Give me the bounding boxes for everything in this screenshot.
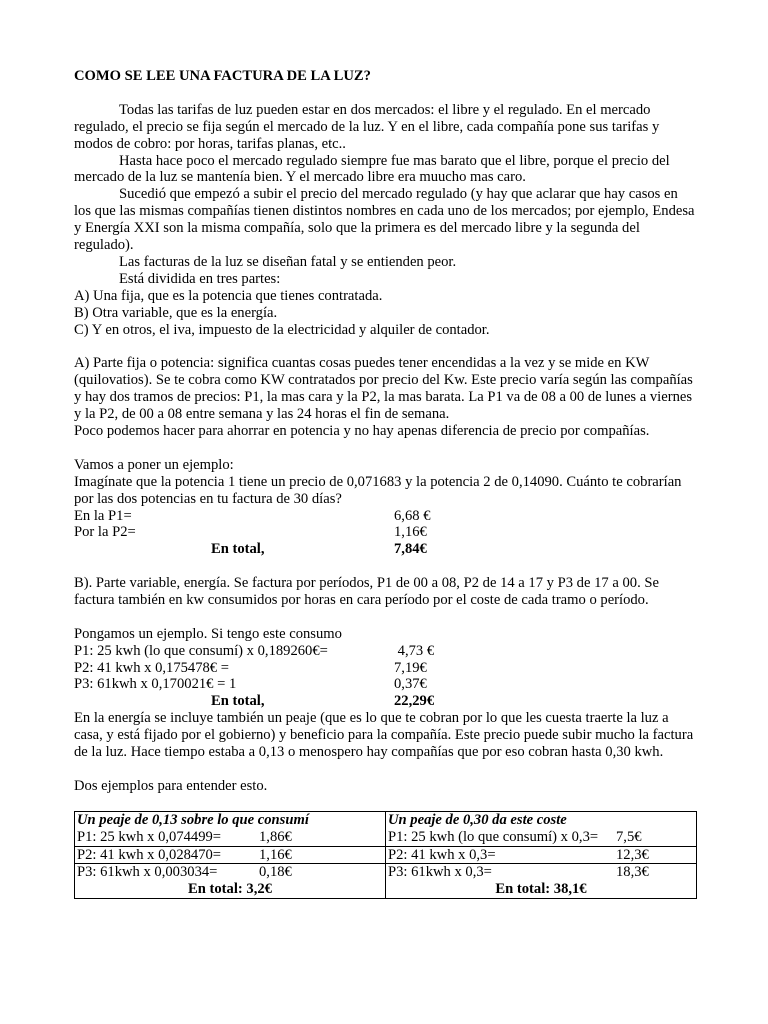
spacer bbox=[74, 609, 696, 626]
calc-label: P1: 25 kwh (lo que consumí) x 0,189260€= bbox=[74, 642, 328, 659]
intro-paragraph-3: Sucedió que empezó a subir el precio del mercado regulado (y hay que aclarar que hay casos en los que las mismas compañías tienen distintos nombres en cada uno de los mercados; por ejemplo, Endesa y Energía XXI son la misma compañía, solo que la primera es del mercado libre y la segunda del regulado). bbox=[74, 186, 695, 254]
table-total-left: En total: 3,2€ bbox=[188, 881, 272, 898]
part-b-line: B) Otra variable, que es la energía. bbox=[74, 304, 278, 321]
cell-label: P1: 25 kwh x 0,074499= bbox=[77, 828, 222, 845]
cell-label: P2: 41 kwh x 0,028470= bbox=[77, 846, 222, 863]
calc-value: 4,73 € bbox=[394, 642, 435, 659]
total-value: 22,29€ bbox=[394, 693, 435, 710]
calc-label: Por la P2= bbox=[74, 524, 136, 541]
calc-value: 0,37€ bbox=[394, 676, 427, 693]
calc-row bbox=[74, 643, 696, 660]
intro-paragraph-1: Todas las tarifas de luz pueden estar en dos mercados: el libre y el regulado. En el mercado regulado, el precio se fija según el mercado de la luz. Y en el libre, cada compañía pone sus tarifas y modos de cobro: por horas, tarifas planas, etc.. bbox=[74, 101, 660, 152]
table-line bbox=[77, 829, 383, 846]
toll-paragraph: En la energía se incluye también un peaje (que es lo que te cobran por lo que les cuesta traerte la luz a casa, y está fijado por el gobierno) y beneficio para la compañía. Este precio puede subir mucho la factura de la luz. Hace tiempo estaba a 0,13 o menospero hay compañías que por eso cobran hasta 0,30 kwh. bbox=[74, 710, 694, 761]
calc-total-row bbox=[74, 541, 696, 558]
table-cell bbox=[75, 846, 386, 864]
toll-comparison-table bbox=[74, 811, 697, 899]
calc-row bbox=[74, 508, 696, 525]
section-a-example-intro: Vamos a poner un ejemplo: bbox=[74, 456, 234, 473]
spacer bbox=[74, 558, 696, 575]
section-b-paragraph: B). Parte variable, energía. Se factura por períodos, P1 de 00 a 08, P2 de 14 a 17 y P3 de 17 a 00. Se factura también en kw consumidos por horas en cara período por el coste de cada tramo o período. bbox=[74, 575, 659, 608]
cell-value: 0,18€ bbox=[259, 864, 292, 881]
table-line bbox=[77, 847, 383, 864]
table-cell bbox=[75, 864, 386, 899]
intro-paragraph-5: Está dividida en tres partes: bbox=[119, 270, 281, 287]
section-a-note: Poco podemos hacer para ahorrar en potencia y no hay apenas diferencia de precio por compañías. bbox=[74, 423, 650, 439]
table-total-right: En total: 38,1€ bbox=[495, 881, 587, 898]
table-line bbox=[388, 829, 694, 846]
cell-label: P3: 61kwh x 0,003034= bbox=[77, 864, 218, 881]
calc-label: En la P1= bbox=[74, 507, 132, 524]
table-cell bbox=[386, 811, 697, 846]
examples-intro: Dos ejemplos para entender esto. bbox=[74, 777, 268, 794]
cell-value: 18,3€ bbox=[616, 864, 649, 881]
table-cell bbox=[386, 846, 697, 864]
table-header-left: Un peaje de 0,13 sobre lo que consumí bbox=[77, 811, 309, 828]
total-label: En total, bbox=[211, 693, 265, 710]
intro-paragraph-4: Las facturas de la luz se diseñan fatal y se entienden peor. bbox=[119, 253, 457, 270]
calc-row bbox=[74, 676, 696, 693]
cell-label: P1: 25 kwh (lo que consumí) x 0,3= bbox=[388, 828, 599, 845]
table-row bbox=[75, 846, 697, 864]
table-header-right: Un peaje de 0,30 da este coste bbox=[388, 811, 567, 828]
table-cell bbox=[75, 811, 386, 846]
table-row bbox=[75, 811, 697, 846]
cell-value: 1,86€ bbox=[259, 828, 292, 845]
intro-paragraph-2: Hasta hace poco el mercado regulado siempre fue mas barato que el libre, porque el precio del mercado de la luz se mantenía bien. Y el mercado libre era muucho mas caro. bbox=[74, 152, 670, 186]
cell-label: P2: 41 kwh x 0,3= bbox=[388, 846, 496, 863]
section-a-paragraph: A) Parte fija o potencia: significa cuantas cosas puedes tener encendidas a la vez y se mide en KW (quilovatios). Se te cobra como KW contratados por precio del Kw. Este precio varía según las compañías y hay dos tramos de precios: P1, la mas cara y la P2, la mas barata. La P1 va de 08 a 00 de lunes a viernes y la P2, de 00 a 08 entre semana y las 24 horas el fin de semana. bbox=[74, 355, 693, 423]
table-cell bbox=[386, 864, 697, 899]
table-line bbox=[388, 864, 694, 881]
part-a-line: A) Una fija, que es la potencia que tienes contratada. bbox=[74, 287, 383, 304]
calc-value: 1,16€ bbox=[394, 524, 427, 541]
cell-value: 1,16€ bbox=[259, 846, 292, 863]
calc-value: 6,68 € bbox=[394, 507, 431, 524]
spacer bbox=[74, 440, 696, 457]
calc-total-row bbox=[74, 693, 696, 710]
spacer bbox=[74, 338, 696, 355]
cell-value: 7,5€ bbox=[616, 828, 642, 845]
calc-label: P2: 41 kwh x 0,175478€ = bbox=[74, 659, 229, 676]
part-c-line: C) Y en otros, el iva, impuesto de la electricidad y alquiler de contador. bbox=[74, 321, 490, 338]
section-a-example-text: Imagínate que la potencia 1 tiene un precio de 0,071683 y la potencia 2 de 0,14090. Cuánto te cobrarían por las dos potencias en tu factura de 30 días? bbox=[74, 473, 682, 507]
total-label: En total, bbox=[211, 541, 265, 558]
spacer bbox=[74, 761, 696, 778]
cell-label: P3: 61kwh x 0,3= bbox=[388, 864, 492, 881]
cell-value: 12,3€ bbox=[616, 846, 649, 863]
calc-label: P3: 61kwh x 0,170021€ = 1 bbox=[74, 676, 237, 693]
calc-row bbox=[74, 524, 696, 541]
table-line bbox=[388, 847, 694, 864]
total-value: 7,84€ bbox=[394, 541, 427, 558]
document-title: COMO SE LEE UNA FACTURA DE LA LUZ? bbox=[74, 68, 371, 84]
table-row bbox=[75, 864, 697, 899]
section-b-example-intro: Pongamos un ejemplo. Si tengo este consumo bbox=[74, 625, 342, 642]
calc-row bbox=[74, 660, 696, 677]
document-body bbox=[74, 68, 696, 899]
calc-value: 7,19€ bbox=[394, 659, 427, 676]
table-line bbox=[77, 864, 383, 881]
